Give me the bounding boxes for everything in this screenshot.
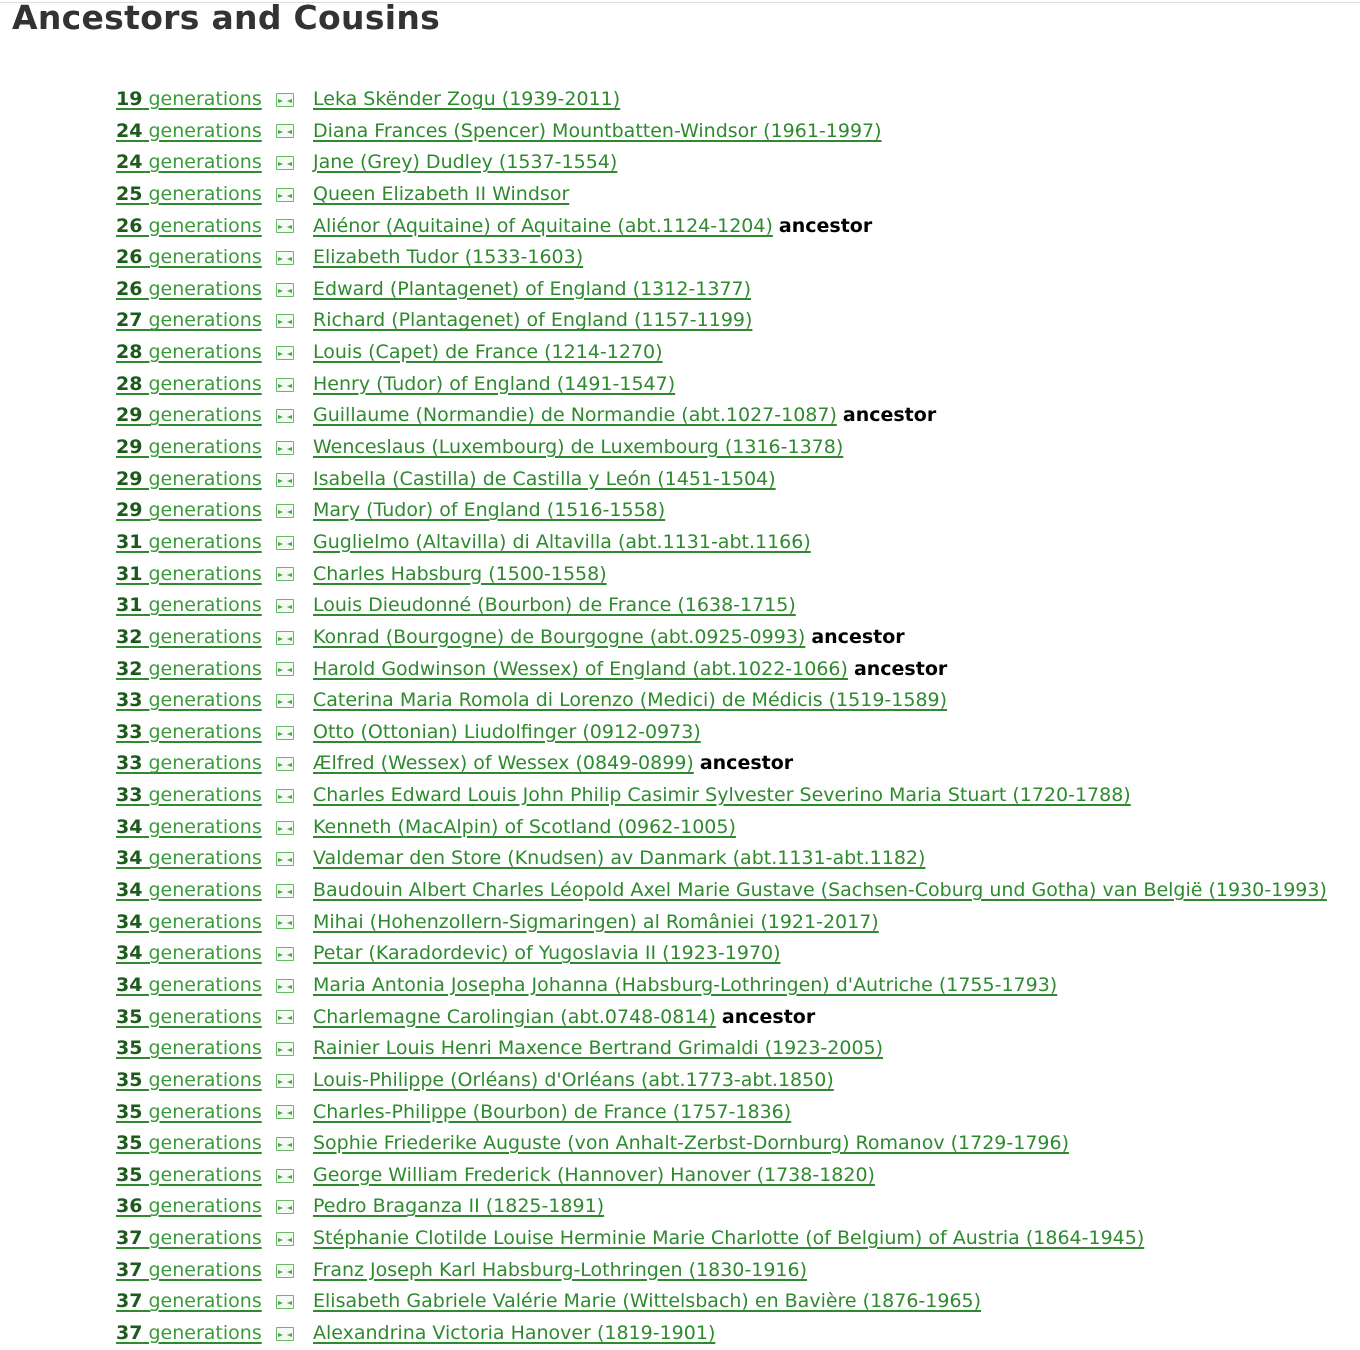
person-link[interactable]: Otto (Ottonian) Liudolfinger (0912-0973) (313, 720, 701, 743)
generations-link[interactable] (116, 685, 276, 717)
generations-link[interactable] (116, 622, 276, 654)
generation-count[interactable]: 35 (116, 1068, 143, 1091)
generations-label[interactable]: generations (148, 88, 262, 110)
list-item (116, 1191, 1327, 1223)
relationship-icon[interactable] (276, 346, 294, 360)
generation-count[interactable]: 34 (116, 910, 143, 933)
generations-link[interactable] (116, 970, 276, 1002)
relationship-icon[interactable] (276, 314, 294, 328)
generations-label[interactable]: generations (148, 1132, 262, 1155)
generation-count[interactable]: 37 (116, 1321, 143, 1344)
person-link[interactable]: Elisabeth Gabriele Valérie Marie (Wittelsbach) en Bavière (1876-1965) (313, 1290, 982, 1313)
generations-label[interactable]: generations (148, 847, 262, 870)
relationship-icon[interactable] (276, 915, 294, 929)
generations-label[interactable]: generations (148, 1068, 262, 1091)
generation-count[interactable]: 37 (116, 1290, 143, 1313)
generation-count[interactable]: 29 (116, 499, 143, 522)
generations-link[interactable] (116, 495, 276, 527)
generation-count[interactable]: 35 (116, 1100, 143, 1123)
ancestor-tag: ancestor (778, 214, 873, 237)
list-item (116, 1255, 1327, 1287)
generations-link[interactable] (116, 400, 276, 432)
generations-link[interactable] (116, 84, 276, 116)
person-link[interactable]: Valdemar den Store (Knudsen) av Danmark (abt.1131-abt.1182) (313, 847, 926, 870)
generations-label[interactable]: generations (148, 815, 262, 838)
generations-label[interactable]: generations (148, 562, 262, 585)
ancestor-tag: ancestor (811, 625, 905, 648)
person-link[interactable]: Maria Antonia Josepha Johanna (Habsburg-Lothringen) d'Autriche (1755-1793) (313, 973, 1058, 996)
relationship-icon[interactable] (276, 599, 294, 613)
person-link[interactable]: Diana Frances (Spencer) Mountbatten-Windsor (1961-1997) (313, 119, 882, 142)
generations-label[interactable]: generations (148, 1258, 262, 1281)
generations-link[interactable] (116, 780, 276, 812)
person-link[interactable]: Mary (Tudor) of England (1516-1558) (313, 499, 666, 522)
generation-count[interactable]: 29 (116, 404, 143, 427)
generation-count[interactable]: 25 (116, 182, 143, 205)
list-item (116, 717, 1327, 749)
list-item (116, 685, 1327, 717)
generations-label[interactable]: generations (148, 372, 262, 395)
generations-label[interactable]: generations (148, 1195, 262, 1218)
generations-link[interactable] (116, 938, 276, 970)
generation-count[interactable]: 34 (116, 973, 143, 996)
person-link[interactable]: Charlemagne Carolingian (abt.0748-0814) (313, 1005, 716, 1028)
generations-label[interactable]: generations (148, 1100, 262, 1123)
relationship-icon[interactable] (276, 1327, 294, 1341)
generations-link[interactable] (116, 1318, 276, 1350)
generation-count[interactable]: 29 (116, 467, 143, 490)
person-link[interactable]: Jane (Grey) Dudley (1537-1554) (313, 151, 618, 174)
generation-count[interactable]: 27 (116, 309, 143, 332)
relationship-icon[interactable] (276, 726, 294, 740)
list-item (116, 1318, 1327, 1350)
relationship-icon[interactable] (276, 1169, 294, 1183)
relationship-icon[interactable] (276, 219, 294, 233)
generation-count[interactable]: 34 (116, 847, 143, 870)
list-item (116, 84, 1327, 116)
list-item (116, 748, 1327, 780)
generations-link[interactable] (116, 1065, 276, 1097)
person-link[interactable]: Charles-Philippe (Bourbon) de France (1757-1836) (313, 1100, 792, 1123)
generations-label[interactable]: generations (148, 182, 262, 205)
generation-count[interactable]: 31 (116, 562, 143, 585)
generations-link[interactable] (116, 1286, 276, 1318)
generations-label[interactable]: generations (148, 499, 262, 522)
generations-link[interactable] (116, 717, 276, 749)
generations-label[interactable]: generations (148, 1005, 262, 1028)
relationship-icon[interactable] (276, 884, 294, 898)
relationship-icon[interactable] (276, 694, 294, 708)
generation-count[interactable]: 26 (116, 277, 143, 300)
generation-count[interactable]: 36 (116, 1195, 143, 1218)
list-item (116, 432, 1327, 464)
generations-link[interactable] (116, 242, 276, 274)
list-item (116, 274, 1327, 306)
generations-label[interactable]: generations (148, 625, 262, 648)
generations-link[interactable] (116, 1223, 276, 1255)
list-item (116, 590, 1327, 622)
list-item (116, 1160, 1327, 1192)
generation-count[interactable]: 37 (116, 1227, 143, 1250)
person-link[interactable]: Elizabeth Tudor (1533-1603) (313, 246, 584, 269)
generations-link[interactable] (116, 116, 276, 148)
relationship-icon[interactable] (276, 631, 294, 645)
relationship-list (116, 84, 1327, 1350)
generations-label[interactable]: generations (148, 879, 262, 902)
relationship-icon[interactable] (276, 662, 294, 676)
list-item (116, 843, 1327, 875)
list-item (116, 179, 1327, 211)
relationship-icon[interactable] (276, 1105, 294, 1119)
list-item (116, 400, 1327, 432)
generations-label[interactable]: generations (148, 1227, 262, 1250)
list-item (116, 938, 1327, 970)
generations-link[interactable] (116, 748, 276, 780)
person-link[interactable]: Charles Habsburg (1500-1558) (313, 562, 607, 585)
generation-count[interactable]: 24 (116, 151, 143, 174)
relationship-icon[interactable] (276, 852, 294, 866)
generations-label[interactable]: generations (148, 436, 262, 459)
person-link[interactable]: Louis-Philippe (Orléans) d'Orléans (abt.1773-abt.1850) (313, 1068, 834, 1091)
generations-link[interactable] (116, 527, 276, 559)
generations-link[interactable] (116, 179, 276, 211)
generation-count[interactable]: 32 (116, 657, 143, 680)
list-item (116, 242, 1327, 274)
person-link[interactable]: Sophie Friederike Auguste (von Anhalt-Zerbst-Dornburg) Romanov (1729-1796) (313, 1132, 1070, 1155)
person-link[interactable]: Isabella (Castilla) de Castilla y León (1451-1504) (313, 467, 776, 490)
generation-count[interactable]: 35 (116, 1163, 143, 1186)
list-item (116, 495, 1327, 527)
generations-label[interactable]: generations (148, 720, 262, 743)
generations-label[interactable]: generations (148, 119, 262, 142)
generations-link[interactable] (116, 590, 276, 622)
person-link[interactable]: Caterina Maria Romola di Lorenzo (Medici) de Médicis (1519-1589) (313, 689, 948, 712)
generations-link[interactable] (116, 843, 276, 875)
person-link[interactable]: Harold Godwinson (Wessex) of England (abt.1022-1066) (313, 657, 848, 680)
person-link[interactable]: Edward (Plantagenet) of England (1312-1377) (313, 277, 752, 300)
generations-label[interactable]: generations (148, 973, 262, 996)
list-item (116, 464, 1327, 496)
person-link[interactable]: Queen Elizabeth II Windsor (313, 182, 570, 205)
generations-link[interactable] (116, 369, 276, 401)
generation-count[interactable]: 26 (116, 246, 143, 269)
list-item (116, 654, 1327, 686)
relationship-icon[interactable] (276, 124, 294, 138)
person-link[interactable]: Alexandrina Victoria Hanover (1819-1901) (313, 1321, 716, 1344)
generation-count[interactable]: 31 (116, 594, 143, 617)
generations-link[interactable] (116, 907, 276, 939)
relationship-icon[interactable] (276, 1010, 294, 1024)
generations-label[interactable]: generations (148, 246, 262, 269)
list-item (116, 1065, 1327, 1097)
generations-link[interactable] (116, 464, 276, 496)
relationship-icon[interactable] (276, 536, 294, 550)
relationship-icon[interactable] (276, 821, 294, 835)
person-link[interactable]: Konrad (Bourgogne) de Bourgogne (abt.0925-0993) (313, 625, 806, 648)
person-link[interactable]: Baudouin Albert Charles Léopold Axel Marie Gustave (Sachsen-Coburg und Gotha) van België (1930-1993) (313, 879, 1327, 902)
person-link[interactable]: Wenceslaus (Luxembourg) de Luxembourg (1316-1378) (313, 436, 844, 459)
person-link[interactable]: Ælfred (Wessex) of Wessex (0849-0899) (313, 752, 694, 775)
generations-label[interactable]: generations (148, 214, 262, 237)
generations-link[interactable] (116, 274, 276, 306)
generation-count[interactable]: 32 (116, 625, 143, 648)
generations-link[interactable] (116, 559, 276, 591)
list-item (116, 1286, 1327, 1318)
relationship-icon[interactable] (276, 1264, 294, 1278)
list-item (116, 907, 1327, 939)
generations-link[interactable] (116, 1128, 276, 1160)
relationship-icon[interactable] (276, 93, 294, 107)
generation-count[interactable]: 28 (116, 372, 143, 395)
generations-link[interactable] (116, 305, 276, 337)
generations-link[interactable] (116, 1002, 276, 1034)
person-link[interactable]: Guillaume (Normandie) de Normandie (abt.1027-1087) (313, 404, 837, 427)
generations-link[interactable] (116, 1255, 276, 1287)
relationship-icon[interactable] (276, 473, 294, 487)
generations-label[interactable]: generations (148, 657, 262, 680)
list-item (116, 147, 1327, 179)
generation-count[interactable]: 34 (116, 879, 143, 902)
person-link[interactable]: Rainier Louis Henri Maxence Bertrand Grimaldi (1923-2005) (313, 1037, 884, 1060)
generations-label[interactable]: generations (148, 309, 262, 332)
generations-link[interactable] (116, 337, 276, 369)
relationship-icon[interactable] (276, 757, 294, 771)
generations-link[interactable] (116, 432, 276, 464)
generation-count[interactable]: 35 (116, 1132, 143, 1155)
generation-count[interactable]: 24 (116, 119, 143, 142)
page-title: Ancestors and Cousins (12, 0, 441, 37)
generations-label[interactable]: generations (148, 594, 262, 617)
ancestor-tag: ancestor (699, 752, 794, 775)
generation-count[interactable]: 34 (116, 942, 143, 965)
generations-link[interactable] (116, 1160, 276, 1192)
generation-count[interactable]: 19 (116, 88, 143, 110)
list-item (116, 116, 1327, 148)
relationship-icon[interactable] (276, 947, 294, 961)
generation-count[interactable]: 33 (116, 720, 143, 743)
generations-link[interactable] (116, 875, 276, 907)
ancestor-tag: ancestor (842, 404, 937, 427)
generation-count[interactable]: 28 (116, 341, 143, 364)
generation-count[interactable]: 33 (116, 689, 143, 712)
generation-count[interactable]: 29 (116, 436, 143, 459)
list-item (116, 1002, 1327, 1034)
generations-label[interactable]: generations (148, 1163, 262, 1186)
person-link[interactable]: Kenneth (MacAlpin) of Scotland (0962-1005) (313, 815, 736, 838)
relationship-icon[interactable] (276, 441, 294, 455)
list-item (116, 559, 1327, 591)
generation-count[interactable]: 33 (116, 784, 143, 807)
generation-count[interactable]: 33 (116, 752, 143, 775)
relationship-icon[interactable] (276, 789, 294, 803)
generations-label[interactable]: generations (148, 942, 262, 965)
generations-label[interactable]: generations (148, 1037, 262, 1060)
generations-label[interactable]: generations (148, 910, 262, 933)
generations-label[interactable]: generations (148, 752, 262, 775)
generations-label[interactable]: generations (148, 530, 262, 553)
list-item (116, 369, 1327, 401)
list-item (116, 780, 1327, 812)
list-item (116, 305, 1327, 337)
list-item (116, 875, 1327, 907)
generations-label[interactable]: generations (148, 151, 262, 174)
person-link[interactable]: Franz Joseph Karl Habsburg-Lothringen (1830-1916) (313, 1258, 808, 1281)
list-item (116, 1128, 1327, 1160)
person-link[interactable]: Pedro Braganza II (1825-1891) (313, 1195, 605, 1218)
relationship-icon[interactable] (276, 1200, 294, 1214)
generations-label[interactable]: generations (148, 341, 262, 364)
relationship-icon[interactable] (276, 1137, 294, 1151)
generation-count[interactable]: 34 (116, 815, 143, 838)
generation-count[interactable]: 26 (116, 214, 143, 237)
person-link[interactable]: Charles Edward Louis John Philip Casimir Sylvester Severino Maria Stuart (1720-1788) (313, 784, 1131, 807)
list-item (116, 337, 1327, 369)
person-link[interactable]: Louis (Capet) de France (1214-1270) (313, 341, 663, 364)
generations-label[interactable]: generations (148, 277, 262, 300)
generations-link[interactable] (116, 654, 276, 686)
generations-link[interactable] (116, 147, 276, 179)
relationship-icon[interactable] (276, 567, 294, 581)
generation-count[interactable]: 35 (116, 1037, 143, 1060)
generations-link[interactable] (116, 812, 276, 844)
generations-label[interactable]: generations (148, 1290, 262, 1313)
generations-link[interactable] (116, 1033, 276, 1065)
relationship-icon[interactable] (276, 1074, 294, 1088)
generations-label[interactable]: generations (148, 404, 262, 427)
ancestor-tag: ancestor (721, 1005, 816, 1028)
list-item (116, 812, 1327, 844)
generation-count[interactable]: 35 (116, 1005, 143, 1028)
person-link[interactable]: Henry (Tudor) of England (1491-1547) (313, 372, 676, 395)
relationship-icon[interactable] (276, 378, 294, 392)
relationship-icon[interactable] (276, 504, 294, 518)
ancestor-tag: ancestor (853, 657, 948, 680)
person-link[interactable]: Louis Dieudonné (Bourbon) de France (1638-1715) (313, 594, 796, 617)
relationship-icon[interactable] (276, 251, 294, 265)
list-item (116, 970, 1327, 1002)
generations-link[interactable] (116, 1097, 276, 1129)
list-item (116, 1097, 1327, 1129)
generations-link[interactable] (116, 211, 276, 243)
person-link[interactable]: Petar (Karadordevic) of Yugoslavia II (1923-1970) (313, 942, 781, 965)
relationship-icon[interactable] (276, 1232, 294, 1246)
generations-label[interactable]: generations (148, 784, 262, 807)
relationship-icon[interactable] (276, 156, 294, 170)
generations-label[interactable]: generations (148, 689, 262, 712)
person-link[interactable]: Stéphanie Clotilde Louise Herminie Marie Charlotte (of Belgium) of Austria (1864-1945) (313, 1227, 1145, 1250)
relationship-icon[interactable] (276, 1042, 294, 1056)
person-link[interactable]: Richard (Plantagenet) of England (1157-1199) (313, 309, 753, 332)
relationship-icon[interactable] (276, 1295, 294, 1309)
person-link[interactable]: Leka Skënder Zogu (1939-2011) (313, 88, 621, 110)
person-link[interactable]: George William Frederick (Hannover) Hanover (1738-1820) (313, 1163, 875, 1186)
list-item (116, 1223, 1327, 1255)
generation-count[interactable]: 31 (116, 530, 143, 553)
relationship-icon[interactable] (276, 979, 294, 993)
relationship-icon[interactable] (276, 409, 294, 423)
relationship-icon[interactable] (276, 283, 294, 297)
list-item (116, 1033, 1327, 1065)
generation-count[interactable]: 37 (116, 1258, 143, 1281)
generations-label[interactable]: generations (148, 1321, 262, 1344)
generations-label[interactable]: generations (148, 467, 262, 490)
person-link[interactable]: Mihai (Hohenzollern-Sigmaringen) al României (1921-2017) (313, 910, 879, 933)
list-item (116, 527, 1327, 559)
list-item (116, 211, 1327, 243)
relationship-icon[interactable] (276, 188, 294, 202)
person-link[interactable]: Guglielmo (Altavilla) di Altavilla (abt.1131-abt.1166) (313, 530, 811, 553)
generations-link[interactable] (116, 1191, 276, 1223)
person-link[interactable]: Aliénor (Aquitaine) of Aquitaine (abt.1124-1204) (313, 214, 773, 237)
list-item (116, 622, 1327, 654)
